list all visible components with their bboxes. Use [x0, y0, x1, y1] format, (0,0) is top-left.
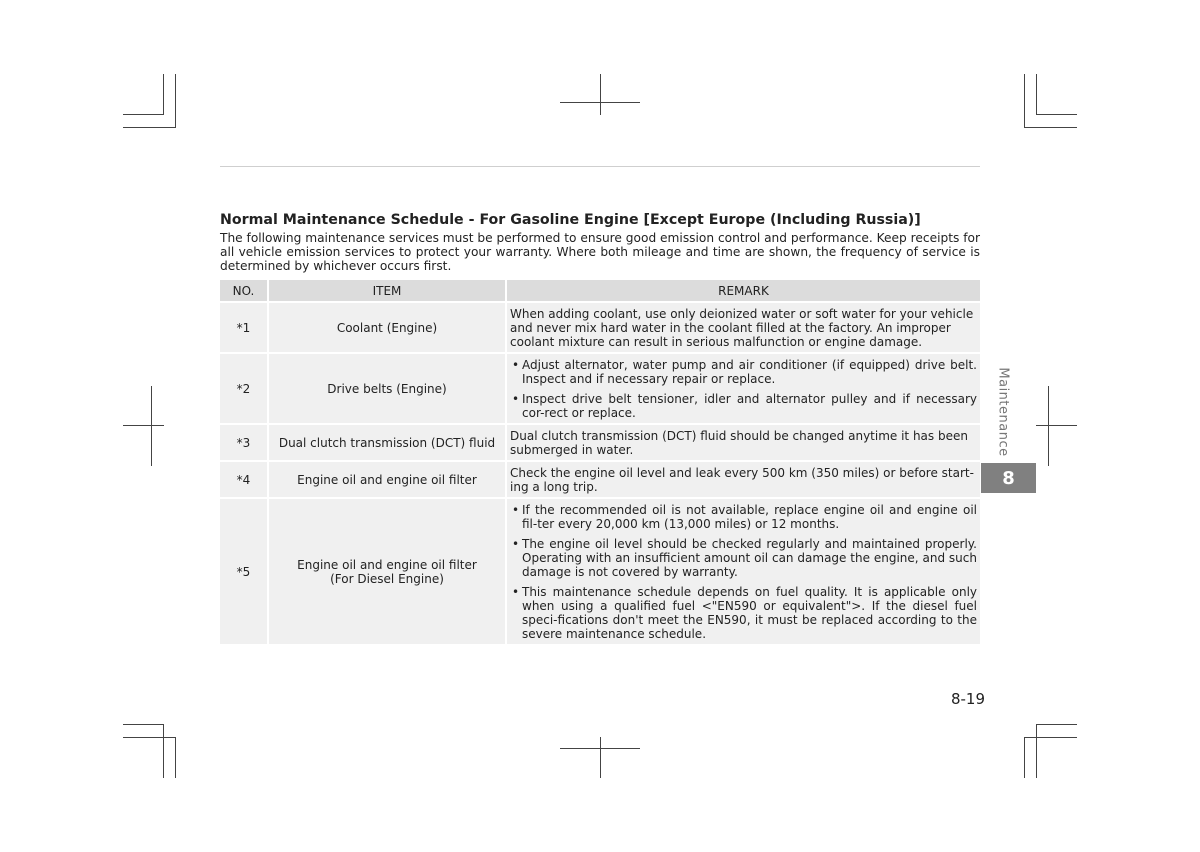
remark-bullet-list [510, 358, 977, 420]
row-remark: When adding coolant, use only deionized water or soft water for your vehicle and never mix hard water in the coolant filled at the factory. An improper coolant mixture can result in serious malfunction or engine damage. [506, 302, 980, 353]
chapter-label: Maintenance [995, 367, 1011, 457]
row-remark [506, 498, 980, 645]
row-remark: Check the engine oil level and leak every 500 km (350 miles) or before start-ing a long trip. [506, 461, 980, 498]
row-remark [506, 353, 980, 424]
row-item: Dual clutch transmission (DCT) fluid [268, 424, 506, 461]
header-rule [220, 166, 980, 167]
row-number: *3 [220, 424, 268, 461]
table-row [220, 461, 980, 498]
row-number: *2 [220, 353, 268, 424]
row-remark: Dual clutch transmission (DCT) fluid should be changed anytime it has been submerged in water. [506, 424, 980, 461]
row-item-line: Engine oil and engine oil filter [297, 558, 477, 572]
table-row [220, 302, 980, 353]
table-row [220, 353, 980, 424]
row-item: Engine oil and engine oil filter [268, 461, 506, 498]
row-item-line: (For Diesel Engine) [330, 572, 444, 586]
table-header-row [220, 280, 980, 302]
remark-bullet: • Adjust alternator, water pump and air conditioner (if equipped) drive belt. Inspect and if necessary repair or replace. [510, 358, 977, 386]
maintenance-table [220, 280, 980, 646]
remark-bullet-list [510, 503, 977, 641]
remark-bullet: • Inspect drive belt tensioner, idler and alternator pulley and if necessary cor-rect or replace. [510, 392, 977, 420]
remark-bullet: • This maintenance schedule depends on fuel quality. It is applicable only when using a qualified fuel <"EN590 or equivalent">. If the diesel fuel speci-fications don't meet the EN590, it must be replaced according to the severe maintenance schedule. [510, 585, 977, 641]
chapter-tab: 8 [981, 463, 1036, 493]
row-number: *1 [220, 302, 268, 353]
row-item [268, 498, 506, 645]
remark-bullet: • The engine oil level should be checked regularly and maintained properly. Operating with an insufficient amount oil can damage the engine, and such damage is not covered by warranty. [510, 537, 977, 579]
remark-bullet: • If the recommended oil is not available, replace engine oil and engine oil fil-ter every 20,000 km (13,000 miles) or 12 months. [510, 503, 977, 531]
row-number: *5 [220, 498, 268, 645]
page-number: 8-19 [950, 690, 985, 708]
table-row [220, 498, 980, 645]
table-row [220, 424, 980, 461]
row-item: Drive belts (Engine) [268, 353, 506, 424]
section-intro: The following maintenance services must be performed to ensure good emission control and performance. Keep receipts for all vehicle emission services to protect your warranty. Where both mileage and time are shown, the frequency of service is determined by whichever occurs first. [220, 231, 980, 273]
row-item: Coolant (Engine) [268, 302, 506, 353]
section-title: Normal Maintenance Schedule - For Gasoline Engine [Except Europe (Including Russia)] [220, 212, 921, 228]
column-header-remark: REMARK [506, 280, 980, 302]
column-header-no: NO. [220, 280, 268, 302]
column-header-item: ITEM [268, 280, 506, 302]
row-number: *4 [220, 461, 268, 498]
